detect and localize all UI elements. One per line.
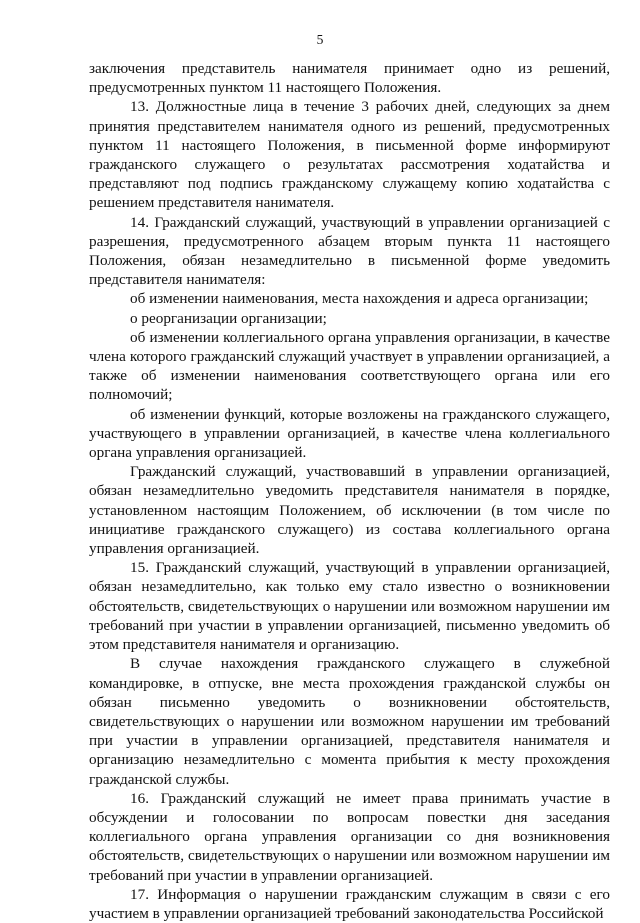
list-item-name-change: об изменении наименования, места нахождения и адреса организации; [130, 290, 589, 308]
paragraph-exclusion: Гражданский служащий, участвовавший в управлении организацией, обязан незамедлительно уведомить представителя нанимателя в порядке, установленном настоящим Положением, об исключении (в том числе по инициативе гражданского служащего) из состава коллегиального органа управления организацией. [89, 463, 610, 558]
paragraph-item-13: 13. Должностные лица в течение 3 рабочих дней, следующих за днем принятия представителем нанимателя одного из решений, предусмотренных пунктом 11 настоящего Положения, в письменной форме информируют гражданского служащего о результатах рассмотрения ходатайства и представляют под подпись гражданскому служащему копию ходатайства с решением представителя нанимателя. [89, 98, 610, 212]
paragraph-business-trip: В случае нахождения гражданского служащего в служебной командировке, в отпуске, вне места прохождения гражданской службы он обязан письменно уведомить о возникновении обстоятельств, свидетельствующих о нарушении или возможном нарушении им требований при участии в управлении организацией, представителя нанимателя и организацию незамедлительно с момента прибытия к месту прохождения гражданской службы. [89, 655, 610, 788]
paragraph-item-14: 14. Гражданский служащий, участвующий в управлении организацией с разрешения, предусмотренного абзацем вторым пункта 11 настоящего Положения, обязан незамедлительно в письменной форме уведомить представителя нанимателя: [89, 213, 610, 289]
list-item-functions-change: об изменении функций, которые возложены на гражданского служащего, участвующего в управлении организацией, в качестве члена коллегиального органа управления организацией. [89, 405, 610, 462]
page-number: 5 [316, 32, 324, 47]
paragraph-item-15: 15. Гражданский служащий, участвующий в управлении организацией, обязан незамедлительно, как только ему стало известно о возникновении обстоятельств, свидетельствующих о нарушении или возможном нарушении им требований при участии в управлении организацией, письменно уведомить об этом представителя нанимателя и организацию. [89, 559, 610, 654]
paragraph-item-16: 16. Гражданский служащий не имеет права принимать участие в обсуждении и голосовании по вопросам повестки дня заседания коллегиального органа управления организации со дня возникновения обстоятельств, свидетельствующих о нарушении или возможном нарушении им требований при участии в управлении организацией. [89, 789, 610, 884]
list-item-reorganization: о реорганизации организации; [130, 309, 327, 327]
paragraph-continuation: заключения представитель нанимателя принимает одно из решений, предусмотренных пунктом 11 настоящего Положения. [89, 60, 610, 97]
document-body [89, 59, 610, 923]
list-item-collegial-body-change: об изменении коллегиального органа управления организации, в качестве члена которого гражданский служащий участвует в управлении организацией, а также об изменении наименования соответствующего органа или его полномочий; [89, 328, 610, 404]
paragraph-item-17: 17. Информация о нарушении гражданским служащим в связи с его участием в управлении организацией требований законодательства Российской [89, 885, 610, 922]
